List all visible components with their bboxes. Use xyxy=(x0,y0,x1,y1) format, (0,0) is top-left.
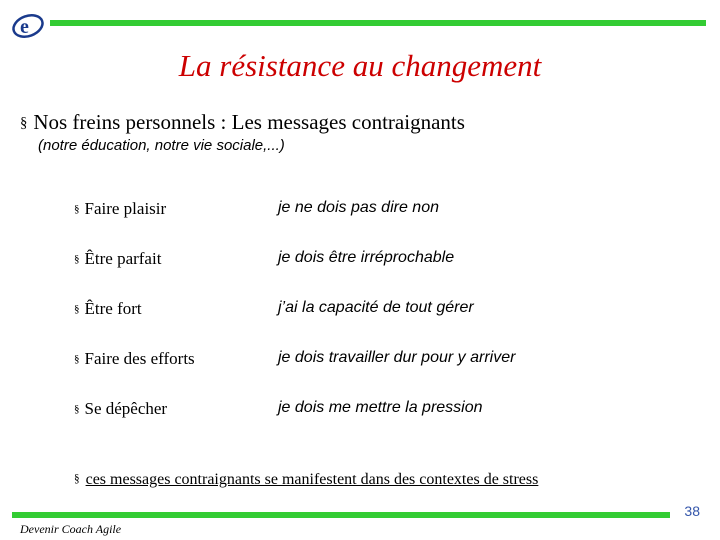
page-number: 38 xyxy=(684,503,700,519)
item-label-text: Se dépêcher xyxy=(84,399,168,418)
item-label xyxy=(74,299,142,319)
item-message: j’ai la capacité de tout gérer xyxy=(278,299,474,316)
top-divider xyxy=(50,20,706,26)
list-item xyxy=(0,299,720,323)
bullet-icon: § xyxy=(74,403,80,415)
item-label xyxy=(74,349,195,369)
svg-text:e: e xyxy=(20,16,29,38)
list-item xyxy=(0,399,720,423)
item-message: je dois me mettre la pression xyxy=(278,399,483,416)
section-subtitle: (notre éducation, notre vie sociale,...) xyxy=(38,137,285,154)
item-message: je ne dois pas dire non xyxy=(278,199,439,216)
bullet-icon: § xyxy=(74,473,80,485)
item-label xyxy=(74,249,161,269)
item-label xyxy=(74,399,167,419)
stress-note xyxy=(74,471,538,489)
bullet-icon: § xyxy=(74,303,80,315)
item-label xyxy=(74,199,166,219)
bullet-icon: § xyxy=(74,253,80,265)
section-heading xyxy=(20,110,465,135)
item-label-text: Être fort xyxy=(84,299,142,318)
item-message: je dois travailler dur pour y arriver xyxy=(278,349,516,366)
slide-title: La résistance au changement xyxy=(178,48,542,83)
bullet-icon: § xyxy=(74,353,80,365)
item-label-text: Faire plaisir xyxy=(84,199,167,218)
bullet-icon: § xyxy=(20,115,28,131)
list-item xyxy=(0,199,720,223)
item-label-text: Être parfait xyxy=(84,249,162,268)
list-item xyxy=(0,349,720,373)
e-logo-icon xyxy=(10,8,46,42)
section-heading-text: Nos freins personnels : Les messages contraignants xyxy=(33,110,465,134)
bullet-icon: § xyxy=(74,203,80,215)
item-label-text: Faire des efforts xyxy=(84,349,195,368)
footer-text: Devenir Coach Agile xyxy=(20,522,122,536)
bottom-divider xyxy=(12,512,670,518)
list-item xyxy=(0,249,720,273)
item-message: je dois être irréprochable xyxy=(278,249,455,266)
stress-note-text: ces messages contraignants se manifestent dans des contextes de stress xyxy=(85,471,539,488)
